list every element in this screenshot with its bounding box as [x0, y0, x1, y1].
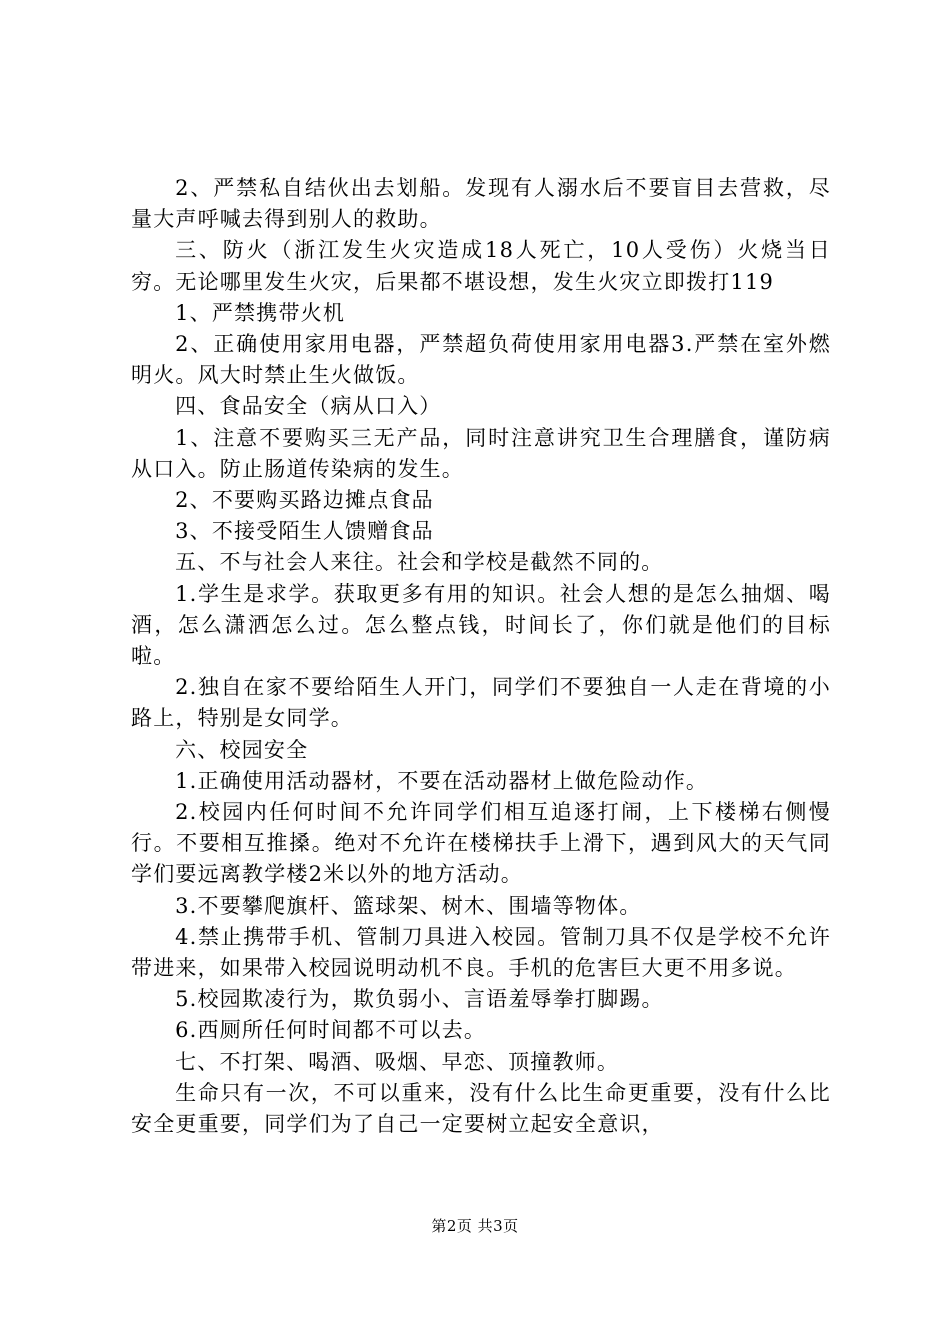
paragraph-boating: 2、严禁私自结伙出去划船。发现有人溺水后不要盲目去营救，尽量大声呼喊去得到别人的救助。 — [131, 176, 831, 232]
paragraph-campus-6: 6.西厕所任何时间都不可以去。 — [175, 1018, 487, 1043]
paragraph-appliances: 2、正确使用家用电器，严禁超负荷使用家用电器3.严禁在室外燃明火。风大时禁止生火做饭。 — [131, 332, 831, 388]
paragraph-campus-2: 2.校园内任何时间不允许同学们相互追逐打闹，上下楼梯右侧慢行。不要相互推搡。绝对不允许在楼梯扶手上滑下，遇到风大的天气同学们要远离教学楼2米以外的地方活动。 — [131, 800, 831, 887]
paragraph-conclusion: 生命只有一次，不可以重来，没有什么比生命更重要，没有什么比安全更重要，同学们为了自己一定要树立起安全意识， — [131, 1080, 831, 1137]
paragraph-food-heading: 四、食品安全（病从口入） — [175, 394, 442, 419]
paragraph-campus-5: 5.校园欺凌行为，欺负弱小、言语羞辱拳打脚踢。 — [175, 987, 664, 1012]
paragraph-lighter: 1、严禁携带火机 — [175, 300, 346, 325]
paragraph-behavior-heading: 七、不打架、喝酒、吸烟、早恋、顶撞教师。 — [175, 1049, 620, 1074]
paragraph-campus-heading: 六、校园安全 — [175, 737, 309, 762]
paragraph-food-2: 2、不要购买路边摊点食品 — [175, 488, 434, 513]
paragraph-social-1: 1.学生是求学。获取更多有用的知识。社会人想的是怎么抽烟、喝酒，怎么潇洒怎么过。怎么整点钱，时间长了，你们就是他们的目标啦。 — [131, 581, 831, 669]
paragraph-food-3: 3、不接受陌生人馈赠食品 — [175, 519, 434, 544]
paragraph-campus-1: 1.正确使用活动器材，不要在活动器材上做危险动作。 — [175, 768, 709, 793]
page-number-footer: 第2页 共3页 — [431, 1217, 519, 1235]
paragraph-social-2: 2.独自在家不要给陌生人开门，同学们不要独自一人走在背境的小路上，特别是女同学。 — [131, 675, 831, 731]
paragraph-campus-3: 3.不要攀爬旗杆、篮球架、树木、围墙等物体。 — [175, 893, 642, 918]
paragraph-campus-4: 4.禁止携带手机、管制刀具进入校园。管制刀具不仅是学校不允许带进来，如果带入校园说明动机不良。手机的危害巨大更不用多说。 — [131, 924, 831, 981]
paragraph-fire-heading: 三、防火（浙江发生火灾造成18人死亡，10人受伤）火烧当日穷。无论哪里发生火灾，后果都不堪设想，发生火灾立即拨打119 — [131, 238, 831, 294]
paragraph-social-heading: 五、不与社会人来往。社会和学校是截然不同的。 — [175, 550, 664, 575]
document-body — [131, 173, 831, 1140]
paragraph-food-1: 1、注意不要购买三无产品，同时注意讲究卫生合理膳食，谨防病从口入。防止肠道传染病的发生。 — [131, 425, 831, 481]
